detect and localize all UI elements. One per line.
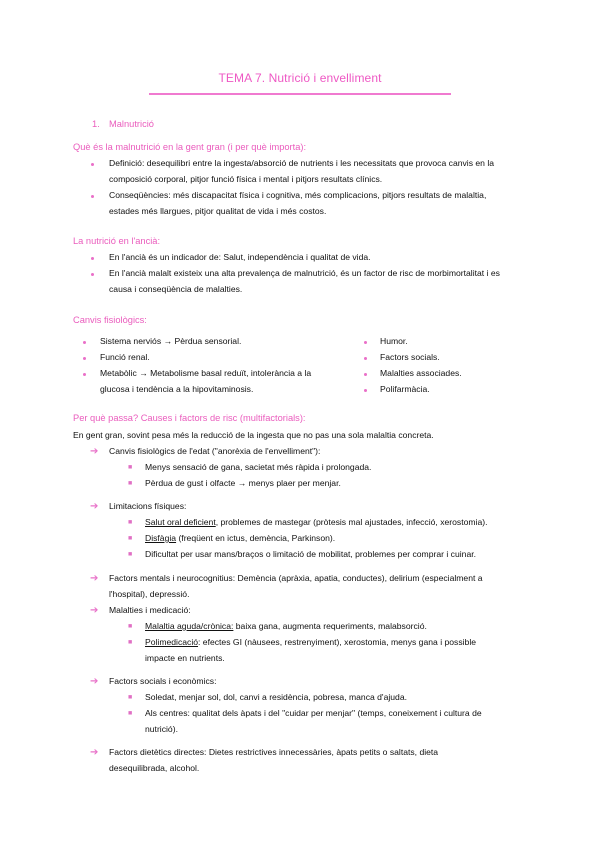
- bullet-icon: [364, 341, 367, 344]
- cause-heading: Factors socials i econòmics:: [109, 676, 217, 686]
- cause-heading: Limitacions físiques:: [109, 501, 187, 511]
- list-item: Metabòlic → Metabolisme basal reduït, intolerància a la: [100, 368, 312, 378]
- cause-heading: desequilibrada, alcohol.: [109, 763, 200, 773]
- list-item: Als centres: qualitat dels àpats i del "cuidar per menjar" (temps, coneixement i cultura de: [145, 708, 482, 718]
- bullet-icon: ■: [128, 639, 133, 646]
- bullet-icon: [91, 195, 94, 198]
- list-item: nutrició).: [145, 724, 178, 734]
- bullet-icon: [364, 373, 367, 376]
- bullet-icon: [83, 341, 86, 344]
- page-title: TEMA 7. Nutrició i envelliment: [218, 71, 382, 85]
- consequences-line: Conseqüències: més discapacitat física i cognitiva, més complicacions, pitjors resultats de malaltia,: [109, 190, 487, 200]
- bullet-icon: ■: [128, 694, 133, 701]
- list-item: impacte en nutrients.: [145, 653, 225, 663]
- subheading-physiological-changes: Canvis fisiològics:: [73, 315, 147, 325]
- section-heading: Malnutrició: [109, 119, 154, 129]
- list-item: Sistema nerviós → Pèrdua sensorial.: [100, 336, 242, 346]
- arrow-icon: ➔: [90, 747, 99, 758]
- bullet-icon: [364, 389, 367, 392]
- bullet-icon: [91, 163, 94, 166]
- bullet-icon: [364, 357, 367, 360]
- definition-line: Definició: desequilibri entre la ingesta/absorció de nutrients i les necessitats que provoca canvis en la: [109, 158, 495, 168]
- cause-heading: Factors mentals i neurocognitius: Demència (apràxia, apatia, conductes), delirium (especialment a: [109, 573, 483, 583]
- bullet-icon: ■: [128, 519, 133, 526]
- title-underline: [149, 93, 451, 95]
- list-item: Funció renal.: [100, 352, 150, 362]
- list-item: Soledat, menjar sol, dol, canvi a residència, pobresa, manca d'ajuda.: [145, 692, 407, 702]
- arrow-icon: ➔: [90, 501, 99, 512]
- list-item-text: (freqüent en ictus, demència, Parkinson).: [176, 533, 336, 543]
- arrow-icon: ➔: [90, 676, 99, 687]
- list-item: glucosa i tendència a la hipovitaminosis.: [100, 384, 254, 394]
- list-item: [145, 533, 335, 544]
- bullet-icon: ■: [128, 623, 133, 630]
- list-item: En l'ancià és un indicador de: Salut, independència i qualitat de vida.: [109, 252, 371, 262]
- cause-heading: l'hospital), depressió.: [109, 589, 190, 599]
- cause-heading: Malalties i medicació:: [109, 605, 191, 615]
- bullet-icon: ■: [128, 464, 133, 471]
- section-number: 1.: [92, 119, 100, 129]
- intro-paragraph: En gent gran, sovint pesa més la reducció de la ingesta que no pas una sola malaltia concreta.: [73, 430, 434, 440]
- list-item: Malalties associades.: [380, 368, 462, 378]
- bullet-icon: ■: [128, 480, 133, 487]
- subheading-causes: Per què passa? Causes i factors de risc (multifactorials):: [73, 413, 306, 423]
- list-item-text: baixa gana, augmenta requeriments, malabsorció.: [233, 621, 427, 631]
- cause-heading: Canvis fisiològics de l'edat ("anorèxia de l'envelliment"):: [109, 446, 321, 456]
- list-item: [145, 621, 427, 632]
- list-item: causa i conseqüència de malalties.: [109, 284, 243, 294]
- bullet-icon: [91, 257, 94, 260]
- list-item-text: , problemes de mastegar (pròtesis mal ajustades, infecció, xerostomia).: [215, 517, 488, 527]
- list-item: [145, 637, 476, 648]
- subheading-malnutrition: Què és la malnutrició en la gent gran (i per què importa):: [73, 142, 307, 152]
- arrow-icon: ➔: [90, 605, 99, 616]
- list-item: Pèrdua de gust i olfacte → menys plaer per menjar.: [145, 478, 341, 488]
- list-item: [145, 517, 487, 528]
- underlined-term: Salut oral deficient: [145, 517, 216, 527]
- bullet-icon: ■: [128, 535, 133, 542]
- bullet-icon: ■: [128, 710, 133, 717]
- list-item: Humor.: [380, 336, 408, 346]
- consequences-line: estades més llargues, pitjor qualitat de vida i més costos.: [109, 206, 327, 216]
- cause-heading: Factors dietètics directes: Dietes restrictives innecessàries, àpats petits o saltats, dieta: [109, 747, 439, 757]
- list-item-text: : efectes GI (nàusees, restrenyiment), xerostomia, menys gana i possible: [198, 637, 477, 647]
- bullet-icon: ■: [128, 551, 133, 558]
- arrow-icon: ➔: [90, 446, 99, 457]
- list-item: En l'ancià malalt existeix una alta prevalença de malnutrició, és un factor de risc de morbimortalitat i es: [109, 268, 500, 278]
- list-item: Factors socials.: [380, 352, 440, 362]
- definition-line: composició corporal, pitjor funció física i mental i pitjors resultats clínics.: [109, 174, 383, 184]
- bullet-icon: [83, 357, 86, 360]
- underlined-term: Malaltia aguda/crònica:: [145, 621, 234, 631]
- underlined-term: Disfàgia: [145, 533, 177, 543]
- list-item: Menys sensació de gana, sacietat més ràpida i prolongada.: [145, 462, 372, 472]
- list-item: Polifarmàcia.: [380, 384, 430, 394]
- list-item: Dificultat per usar mans/braços o limitació de mobilitat, problemes per comprar i cuinar.: [145, 549, 476, 559]
- bullet-icon: [91, 273, 94, 276]
- arrow-icon: ➔: [90, 573, 99, 584]
- underlined-term: Polimedicació: [145, 637, 199, 647]
- bullet-icon: [83, 373, 86, 376]
- subheading-nutrition-elderly: La nutrició en l'ancià:: [73, 236, 161, 246]
